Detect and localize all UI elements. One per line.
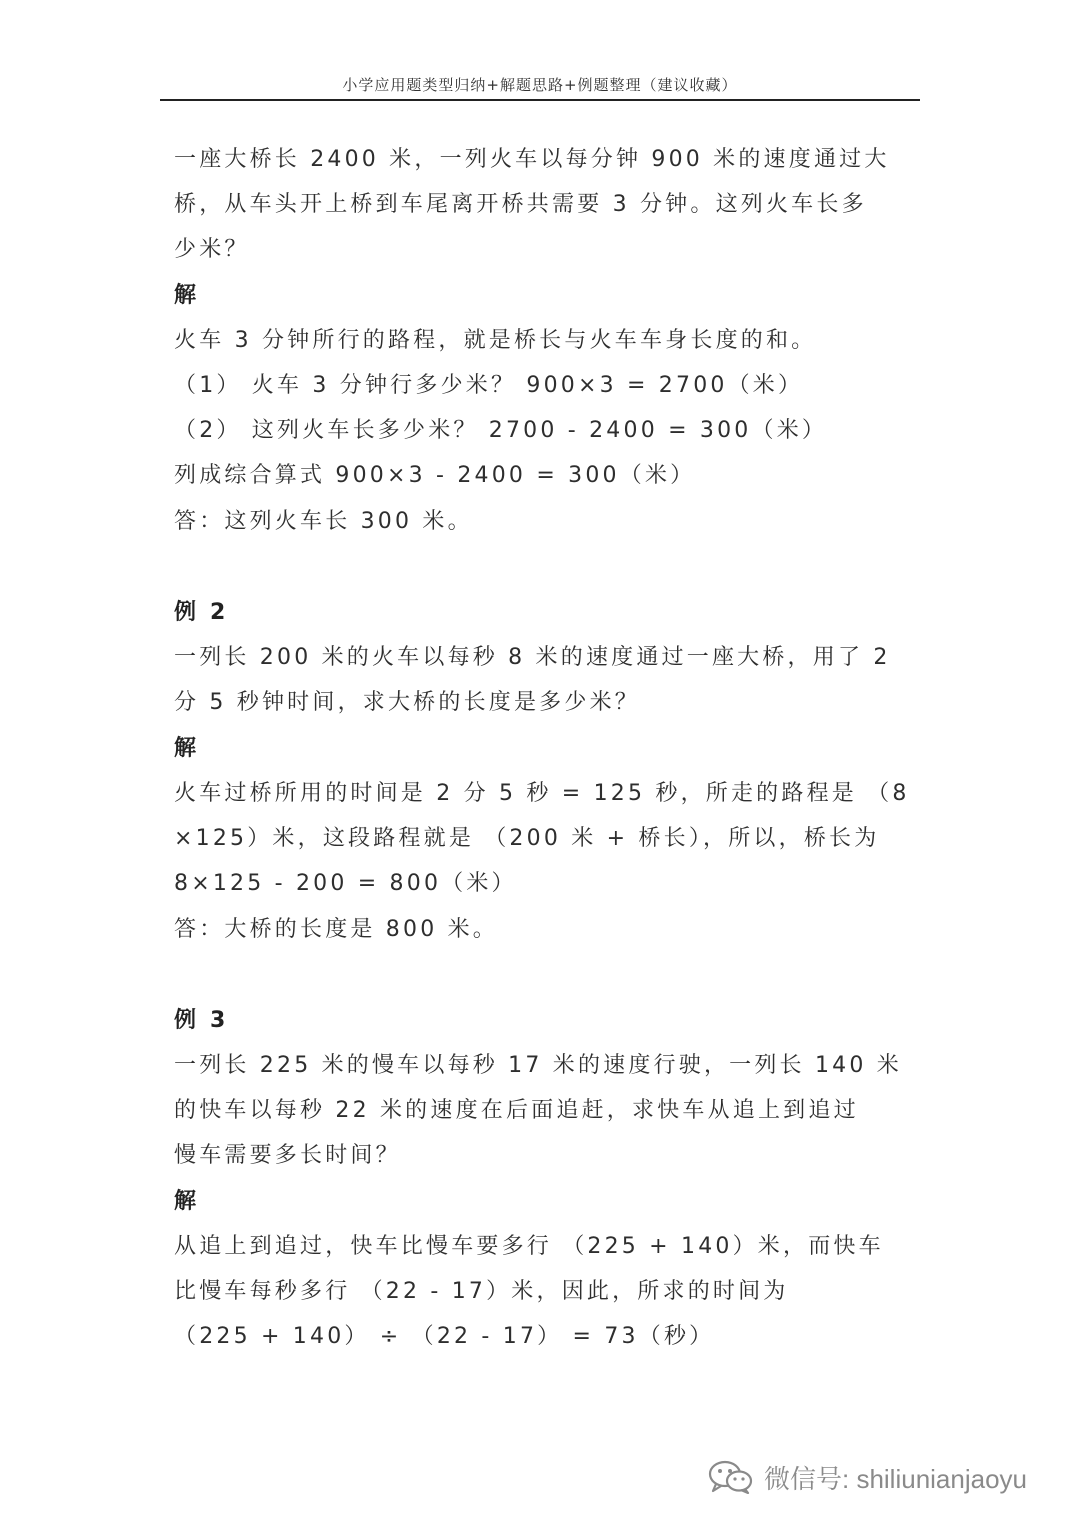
text-line: 从追上到追过，快车比慢车要多行 （225 + 140）米，而快车: [174, 1234, 884, 1259]
page-header-title: 小学应用题类型归纳+解题思路+例题整理（建议收藏）: [342, 76, 738, 94]
text-line: （1） 火车 3 分钟行多少米？ 900×3 = 2700（米）: [174, 373, 804, 398]
text-line: 列成综合算式 900×3 - 2400 = 300（米）: [174, 463, 696, 488]
text-line: （225 + 140） ÷ （22 - 17） = 73（秒）: [174, 1324, 715, 1349]
text-line: 少米？: [174, 237, 250, 262]
wechat-icon: [708, 1460, 754, 1494]
solution-heading: 解: [174, 283, 200, 308]
text-line: 桥，从车头开上桥到车尾离开桥共需要 3 分钟。这列火车长多: [174, 192, 867, 217]
text-line: （2） 这列火车长多少米？ 2700 - 2400 = 300（米）: [174, 418, 828, 443]
text-line: ×125）米，这段路程就是 （200 米 + 桥长），所以，桥长为: [174, 826, 880, 851]
example-heading: 例 2: [174, 600, 229, 625]
example-heading: 例 3: [174, 1008, 229, 1033]
text-line: 火车 3 分钟所行的路程，就是桥长与火车车身长度的和。: [174, 328, 817, 353]
text-line: 一列长 200 米的火车以每秒 8 米的速度通过一座大桥，用了 2: [174, 645, 891, 670]
text-line: 火车过桥所用的时间是 2 分 5 秒 = 125 秒，所走的路程是 （8: [174, 781, 910, 806]
solution-heading: 解: [174, 1189, 200, 1214]
text-line: 慢车需要多长时间？: [174, 1143, 401, 1168]
answer-line: 答：这列火车长 300 米。: [174, 509, 473, 534]
text-line: 的快车以每秒 22 米的速度在后面追赶，求快车从追上到追过: [174, 1098, 859, 1123]
text-line: 比慢车每秒多行 （22 - 17）米，因此，所求的时间为: [174, 1279, 789, 1304]
text-line: 一列长 225 米的慢车以每秒 17 米的速度行驶，一列长 140 米: [174, 1053, 902, 1078]
text-line: 一座大桥长 2400 米，一列火车以每分钟 900 米的速度通过大: [174, 147, 890, 172]
wechat-watermark: [708, 1460, 1027, 1494]
watermark-text: 微信号: shiliunianjaoyu: [764, 1463, 1028, 1494]
text-line: 8×125 - 200 = 800（米）: [174, 871, 517, 896]
solution-heading: 解: [174, 736, 200, 761]
answer-line: 答：大桥的长度是 800 米。: [174, 917, 498, 942]
header-divider: [160, 99, 920, 101]
text-line: 分 5 秒钟时间，求大桥的长度是多少米？: [174, 690, 640, 715]
